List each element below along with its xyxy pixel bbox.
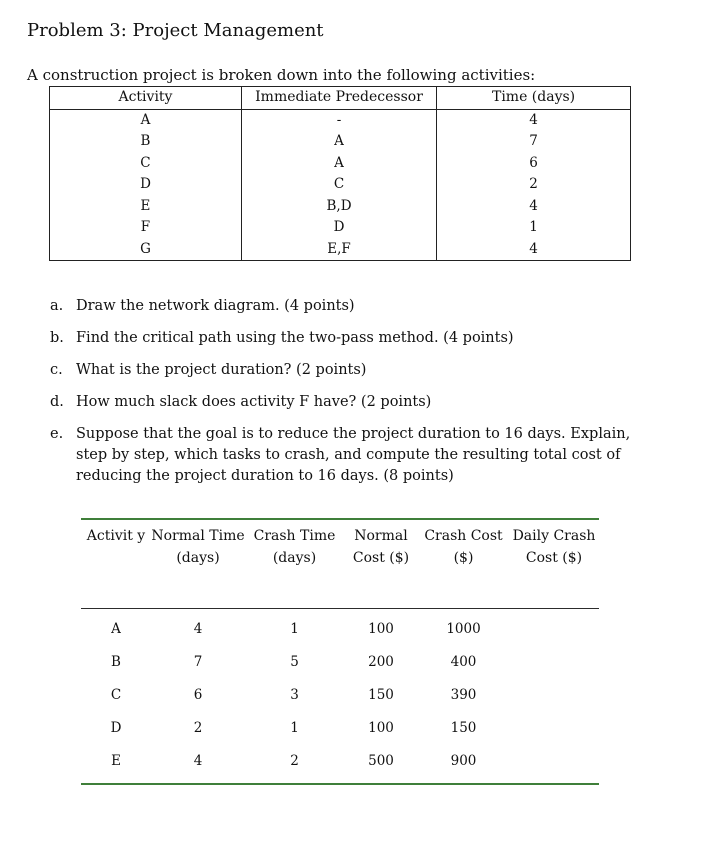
- crash-table-header: [81, 520, 599, 608]
- cell-activity: D: [110, 719, 122, 736]
- table-row: [81, 679, 599, 712]
- page-title: Problem 3: Project Management: [27, 20, 324, 41]
- cell-time: 4: [437, 239, 631, 261]
- header-time: Time (days): [437, 87, 631, 110]
- table-row: [50, 153, 631, 175]
- cell-predecessor: A: [241, 153, 436, 175]
- cell-activity: F: [50, 217, 242, 239]
- question-label: d.: [50, 394, 64, 410]
- cell-normal-cost: 100: [368, 719, 394, 736]
- crash-table: [81, 518, 599, 785]
- cell-normal-cost: 200: [368, 654, 394, 671]
- table-row: [50, 174, 631, 196]
- question-label: b.: [50, 330, 64, 346]
- question-text: Draw the network diagram. (4 points): [76, 298, 355, 314]
- cell-normal-time: 7: [193, 654, 203, 671]
- header-activity: Activit y: [86, 528, 146, 544]
- cell-normal-time: 6: [193, 686, 203, 703]
- table-row: [50, 196, 631, 218]
- question-list: [50, 296, 660, 498]
- question-label: e.: [50, 426, 64, 442]
- header-predecessor: Immediate Predecessor: [241, 87, 436, 110]
- cell-predecessor: C: [241, 174, 436, 196]
- cell-activity: G: [50, 239, 242, 261]
- cell-crash-time: 2: [290, 752, 299, 769]
- cell-normal-time: 4: [193, 752, 203, 769]
- cell-activity: D: [50, 174, 242, 196]
- cell-time: 6: [437, 153, 631, 175]
- cell-time: 4: [437, 196, 631, 218]
- table-row: [81, 711, 599, 744]
- cell-time: 7: [437, 131, 631, 153]
- cell-predecessor: A: [241, 131, 436, 153]
- question-label: a.: [50, 298, 64, 314]
- cell-crash-cost: 390: [450, 686, 477, 703]
- cell-time: 2: [437, 174, 631, 196]
- crash-table-body: [81, 609, 599, 777]
- table-row: [50, 239, 631, 261]
- table-row: [81, 613, 599, 646]
- cell-activity: B: [50, 131, 242, 153]
- cell-normal-time: 4: [193, 621, 203, 638]
- question-item: [50, 424, 660, 487]
- cell-activity: C: [50, 153, 242, 175]
- cell-normal-cost: 500: [368, 752, 394, 769]
- header-normal-time: Normal Time (days): [151, 528, 245, 566]
- crash-table-bottom-rule: [81, 783, 599, 785]
- cell-activity: A: [111, 621, 121, 638]
- question-item: [50, 360, 660, 381]
- cell-time: 1: [437, 217, 631, 239]
- header-activity: Activity: [50, 87, 242, 110]
- cell-activity: B: [111, 654, 121, 671]
- question-text: Find the critical path using the two-pass method. (4 points): [76, 330, 514, 346]
- table-row: [81, 744, 599, 777]
- question-text: How much slack does activity F have? (2 points): [76, 394, 432, 410]
- activity-table-header: [50, 87, 631, 110]
- cell-crash-time: 3: [290, 686, 299, 703]
- cell-predecessor: D: [241, 217, 436, 239]
- cell-normal-cost: 150: [368, 686, 394, 703]
- cell-crash-time: 5: [290, 654, 299, 671]
- cell-crash-cost: 150: [450, 719, 477, 736]
- cell-crash-cost: 400: [450, 654, 477, 671]
- cell-time: 4: [437, 109, 631, 131]
- cell-normal-cost: 100: [368, 621, 394, 638]
- activity-table: [49, 86, 631, 261]
- cell-crash-time: 1: [290, 719, 299, 736]
- cell-normal-time: 2: [193, 719, 203, 736]
- question-item: [50, 328, 660, 349]
- table-row: [50, 109, 631, 131]
- intro-text: A construction project is broken down into the following activities:: [27, 66, 536, 84]
- table-row: [81, 646, 599, 679]
- table-row: [50, 131, 631, 153]
- cell-crash-cost: 1000: [446, 621, 481, 638]
- cell-activity: E: [111, 752, 121, 769]
- cell-predecessor: -: [241, 109, 436, 131]
- header-crash-time: Crash Time (days): [253, 528, 336, 566]
- question-text: What is the project duration? (2 points): [76, 362, 367, 378]
- cell-crash-time: 1: [290, 621, 299, 638]
- cell-activity: E: [50, 196, 242, 218]
- question-label: c.: [50, 362, 63, 378]
- question-item: [50, 296, 660, 317]
- cell-activity: A: [50, 109, 242, 131]
- cell-predecessor: B,D: [241, 196, 436, 218]
- cell-activity: C: [110, 686, 122, 703]
- cell-predecessor: E,F: [241, 239, 436, 261]
- header-crash-cost: Crash Cost ($): [424, 528, 503, 566]
- header-daily-crash-cost: Daily Crash Cost ($): [512, 528, 596, 566]
- cell-crash-cost: 900: [450, 752, 477, 769]
- question-text: Suppose that the goal is to reduce the project duration to 16 days. Explain, step by step, which tasks to crash, and compute the resulting total cost of reducing the project duration to 16 days. (8 points): [76, 426, 631, 484]
- header-normal-cost: Normal Cost ($): [352, 528, 410, 566]
- question-item: [50, 392, 660, 413]
- table-row: [50, 217, 631, 239]
